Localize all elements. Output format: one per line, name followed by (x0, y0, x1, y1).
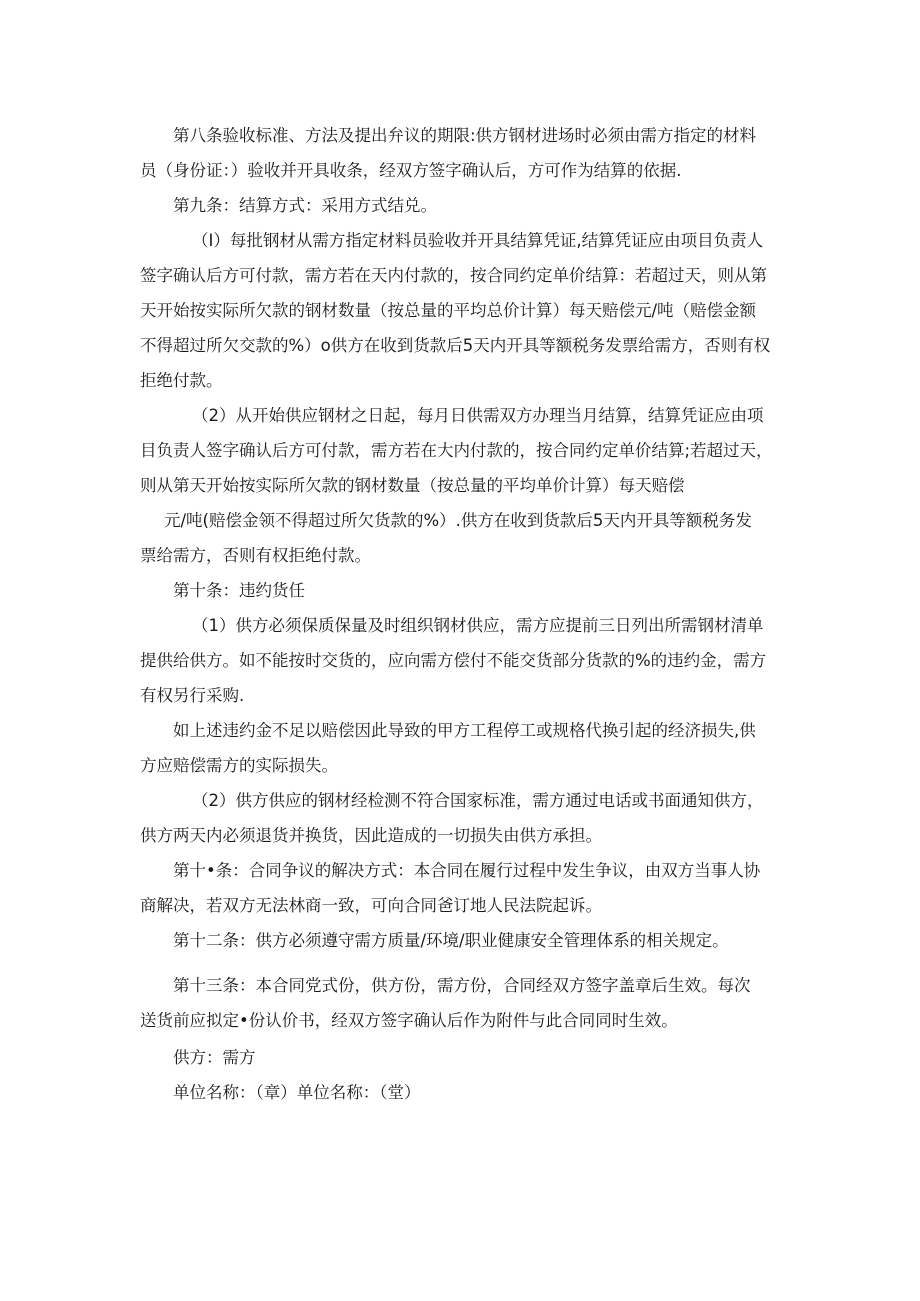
paragraph-art10-note (140, 713, 780, 783)
paragraph-art10-2 (140, 783, 780, 853)
text-line: 第十三条：本合同党式份，供方份，需方份，合同经双方签字盖章后生效。每次 (173, 976, 751, 995)
document-body (140, 118, 780, 1110)
text-line: 第十•条：合同争议的解决方式：本合同在履行过程中发生争议，由双方当事人协 (173, 861, 761, 880)
text-line: 有权另行采购. (140, 686, 245, 705)
paragraph-art12 (140, 923, 780, 958)
text-line: 目负责人签字确认后方可付款，需方若在大内付款的，按合同约定单价结算;若超过天， (140, 441, 773, 460)
text-line: 签字确认后方可付款，需方若在天内付款的，按合同约定单价结算：若超过天，则从第 (140, 266, 767, 285)
paragraph-art9-1 (140, 223, 780, 398)
paragraph-art9 (140, 188, 780, 223)
paragraph-art9-2 (140, 398, 780, 573)
text-line: 提供给供方。如不能按时交货的，应向需方偿付不能交货部分货款的%的违约金，需方 (140, 651, 767, 670)
text-line: （2）供方供应的钢材经检测不符合国家标准，需方通过电话或书面通知供方， (192, 791, 764, 810)
paragraph-art10-1 (140, 608, 780, 713)
paragraph-art13 (140, 968, 780, 1038)
text-line: 元/吨(赔偿金领不得超过所欠货款的%）.供方在收到货款后5天内开具等额税务发 (164, 511, 752, 530)
paragraph-parties (140, 1040, 780, 1075)
text-line: 方应赔偿需方的实际损失。 (140, 756, 338, 775)
paragraph-art8 (140, 118, 780, 188)
text-line: 天开始按实际所欠款的钢材数量（按总量的平均总价计算）每天赔偿元/吨（赔偿金额 (140, 301, 757, 320)
text-line: 第九条：结算方式：采用方式结兑。 (173, 196, 437, 215)
text-line: 单位名称：（章）单位名称：（堂） (173, 1083, 421, 1102)
text-line: 则从第天开始按实际所欠款的钢材数量（按总量的平均单价计算）每天赔偿 (140, 476, 685, 495)
paragraph-art10 (140, 573, 780, 608)
text-line: 第八条验收标准、方法及提出弁议的期限:供方钢材进场时必须由需方指定的材料 (173, 126, 757, 145)
text-line: （1）供方必须保质保量及时组织钢材供应，需方应提前三日列出所需钢材清单 (192, 616, 764, 635)
text-line: 供方两天内必须退货并换货，因此造成的一切损失由供方承担。 (140, 826, 602, 845)
paragraph-art11 (140, 853, 780, 923)
paragraph-units (140, 1075, 780, 1110)
text-line: 如上述违约金不足以赔偿因此导致的甲方工程停工或规格代换引起的经济损失,供 (173, 721, 756, 740)
text-line: 票给需方，否则有权拒绝付款。 (140, 546, 371, 565)
text-line: 送货前应拟定•份认价书，经双方签字确认后作为附件与此合同同时生效。 (140, 1011, 678, 1030)
text-line: 第十条：违约货任 (173, 581, 305, 600)
text-line: 第十二条：供方必须遵守需方质量/环境/职业健康安全管理体系的相关规定。 (173, 931, 729, 950)
text-line: （2）从开始供应钢材之日起，每月日供需双方办理当月结算，结算凭证应由项 (192, 406, 764, 425)
text-line: 供方：需方 (173, 1048, 256, 1067)
text-line: 拒绝付款。 (140, 371, 223, 390)
text-line: 商解决，若双方无法林商一致，可向合同爸订地人民法院起诉。 (140, 896, 602, 915)
text-line: 员（身份证：）验收并开具收条，经双方签字确认后，方可作为结算的依据. (140, 161, 682, 180)
text-line: （I）每批钢材从需方指定材料员验收并开具结算凭证,结算凭证应由项目负责人 (192, 231, 764, 250)
text-line: 不得超过所欠交款的%）o供方在收到货款后5天内开具等额税务发票给需方，否则有权 (140, 336, 771, 355)
